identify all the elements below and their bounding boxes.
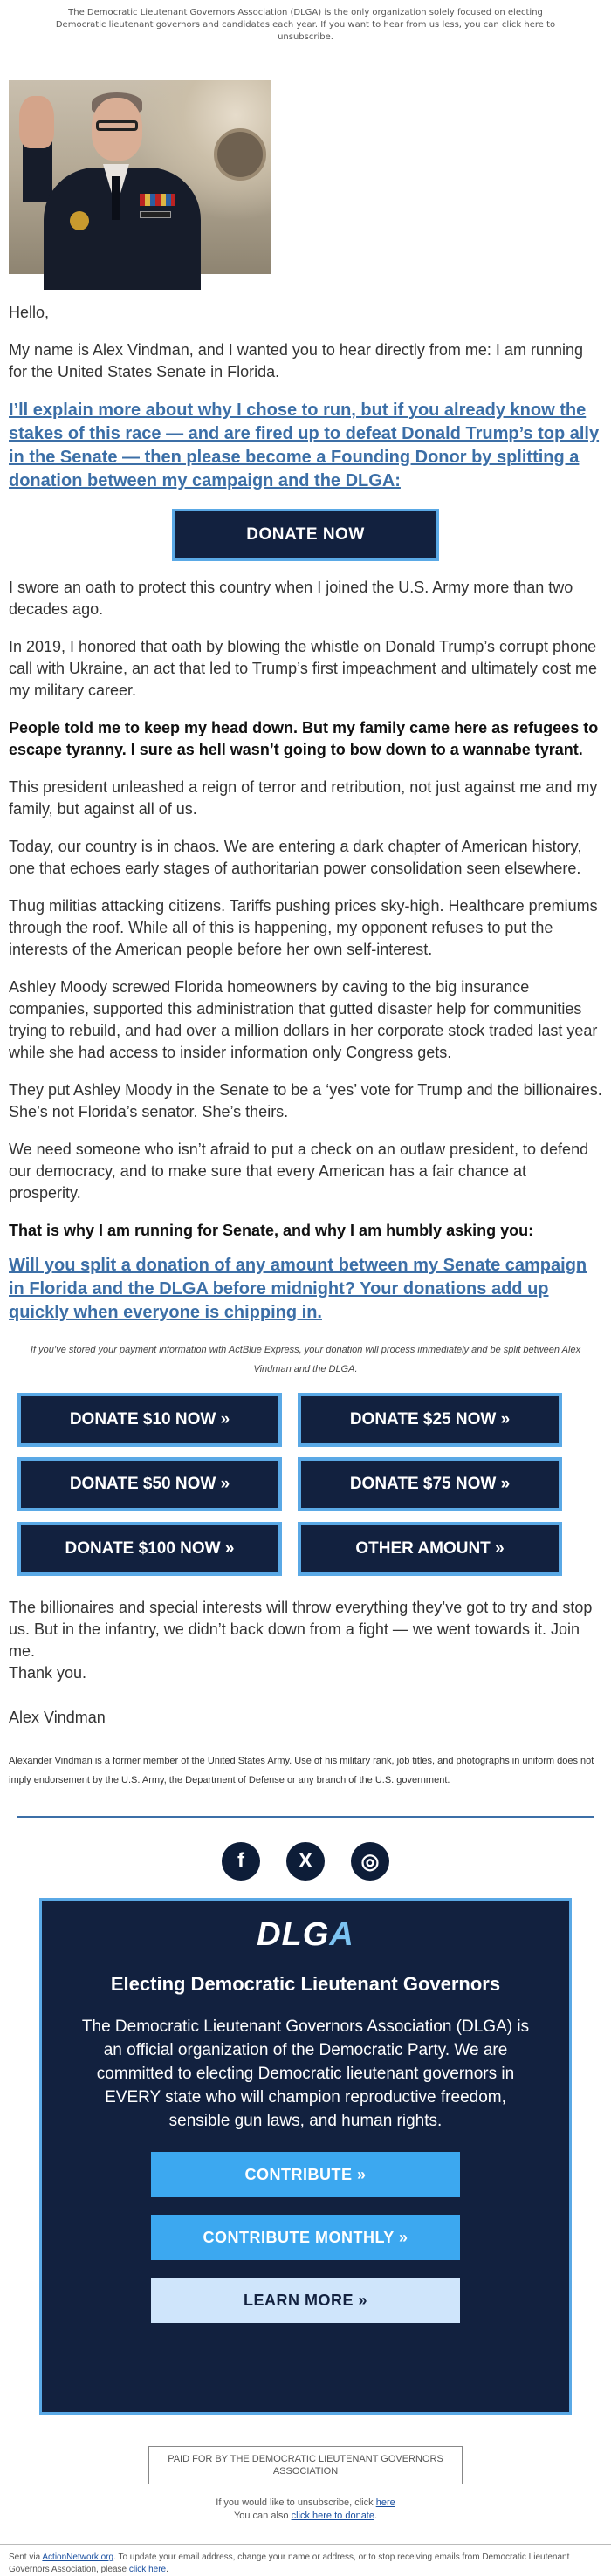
donate-25-button[interactable]: DONATE $25 NOW » [298,1393,562,1447]
contribute-monthly-button[interactable]: CONTRIBUTE MONTHLY » [151,2215,460,2260]
donate-now-button[interactable]: DONATE NOW [172,509,439,561]
other-amount-button[interactable]: OTHER AMOUNT » [298,1522,562,1576]
unsubscribe-link[interactable]: here [375,2497,395,2508]
body-paragraph: In 2019, I honored that oath by blowing the whistle on Donald Trump’s corrupt phone call with Ukraine, an act that led to Trump’s first impeachment and ultimately cost me my military career. [9,638,597,699]
donate-10-button[interactable]: DONATE $10 NOW » [17,1393,282,1447]
hero-photo [9,80,271,274]
body-paragraph: Thug militias attacking citizens. Tariffs pushing prices sky-high. Healthcare premiums through the roof. While all of this is happening, my opponent refuses to put the interests of the American people before her own self-interest. [9,897,598,958]
preheader-text: The Democratic Lieutenant Governors Association (DLGA) is the only organization solely focused on electing Democratic lieutenant governors and candidates each year. If you want to hear from us less, you can click here to unsubscribe. [55,8,556,42]
facebook-icon[interactable]: f [222,1842,260,1881]
donate-50-button[interactable]: DONATE $50 NOW » [17,1457,282,1511]
unsubscribe-text: If you would like to unsubscribe, click here You can also click here to donate. [216,2497,395,2521]
donate-link[interactable]: click here to donate [291,2511,374,2521]
lead-donate-link[interactable]: I’ll explain more about why I chose to run, but if you already know the stakes of this race — and are fired up to defeat Donald Trump’s top ally in the Senate — then please become a Founding Donor by splitting a donation between my campaign and the DLGA: [9,401,600,490]
donate-75-button[interactable]: DONATE $75 NOW » [298,1457,562,1511]
contribute-button[interactable]: CONTRIBUTE » [151,2152,460,2197]
thanks-text: Thank you. [9,1664,87,1682]
body-paragraph: Ashley Moody screwed Florida homeowners by caving to the big insurance companies, supported this administration that gutted disaster help for communities trying to rebuild, and had over a million dollars in her corporate stock traded last year while she had access to insider information only Congress gets. [9,978,598,1061]
closing-paragraph: The billionaires and special interests will throw everything they’ve got to try and stop us. But in the infantry, we didn’t back down from a fight — we went towards it. Join me. [9,1599,593,1660]
footer-description: The Democratic Lieutenant Governors Association (DLGA) is an official organization of the Democratic Party. We are committed to electing Democratic lieutenant governors in EVERY state who will champion reproductive freedom, sensible gun laws, and human rights. [81,2018,530,2130]
sent-via-footer: Sent via ActionNetwork.org. To update your email address, change your name or address, or to stop receiving emails from Democratic Lieutenant Governors Association, please click here. [9,2552,570,2574]
body-paragraph: We need someone who isn’t afraid to put a check on an outlaw president, to defend our democracy, and to make sure that every American has a fair chance at prosperity. [9,1141,589,1202]
dlga-logo: DLGA [257,1916,354,1953]
body-paragraph: Today, our country is in chaos. We are entering a dark chapter of American history, one that echoes early stages of authoritarian power consolidation seen elsewhere. [9,838,582,877]
military-disclaimer: Alexander Vindman is a former member of the United States Army. Use of his military rank, job titles, and photographs in uniform does not imply endorsement by the U.S. Army, the Department of Defense or any branch of the U.S. government. [9,1756,594,1785]
body-paragraph: This president unleashed a reign of terror and retribution, not just against me and my family, but against all of us. [9,778,598,818]
ask-donate-link[interactable]: Will you split a donation of any amount between my Senate campaign in Florida and the DLGA before midnight? Your donations add up quickly when everyone is chipping in. [9,1256,587,1322]
donate-100-button[interactable]: DONATE $100 NOW » [17,1522,282,1576]
bold-ask: That is why I am running for Senate, and why I am humbly asking you: [9,1222,534,1239]
instagram-icon[interactable]: ◎ [351,1842,389,1881]
signature: Alex Vindman [9,1709,106,1726]
donation-amount-grid [17,1393,594,1576]
learn-more-button[interactable]: LEARN MORE » [151,2278,460,2323]
bold-paragraph: People told me to keep my head down. But my family came here as refugees to escape tyranny. I sure as hell wasn’t going to bow down to a wannabe tyrant. [9,719,599,758]
body-paragraph: I swore an oath to protect this country when I joined the U.S. Army more than two decades ago. [9,579,573,618]
x-icon[interactable]: X [286,1842,325,1881]
body-paragraph: They put Ashley Moody in the Senate to be a ‘yes’ vote for Trump and the billionaires. She’s not Florida’s senator. She’s theirs. [9,1081,602,1120]
intro-paragraph: My name is Alex Vindman, and I wanted you to hear directly from me: I am running for the United States Senate in Florida. [9,341,583,380]
footer-title: Electing Democratic Lieutenant Governors [110,1973,501,1995]
divider [17,1816,594,1818]
greeting: Hello, [9,304,50,321]
actblue-note: If you’ve stored your payment information with ActBlue Express, your donation will process immediately and be split between Alex Vindman and the DLGA. [30,1345,581,1374]
manage-email-link[interactable]: click here [128,2565,167,2574]
paid-for-box: PAID FOR BY THE DEMOCRATIC LIEUTENANT GOVERNORS ASSOCIATION [148,2446,463,2484]
actionnetwork-link[interactable]: ActionNetwork.org [42,2552,114,2562]
dlga-footer-box [39,1898,572,2415]
social-links [0,1842,611,1881]
